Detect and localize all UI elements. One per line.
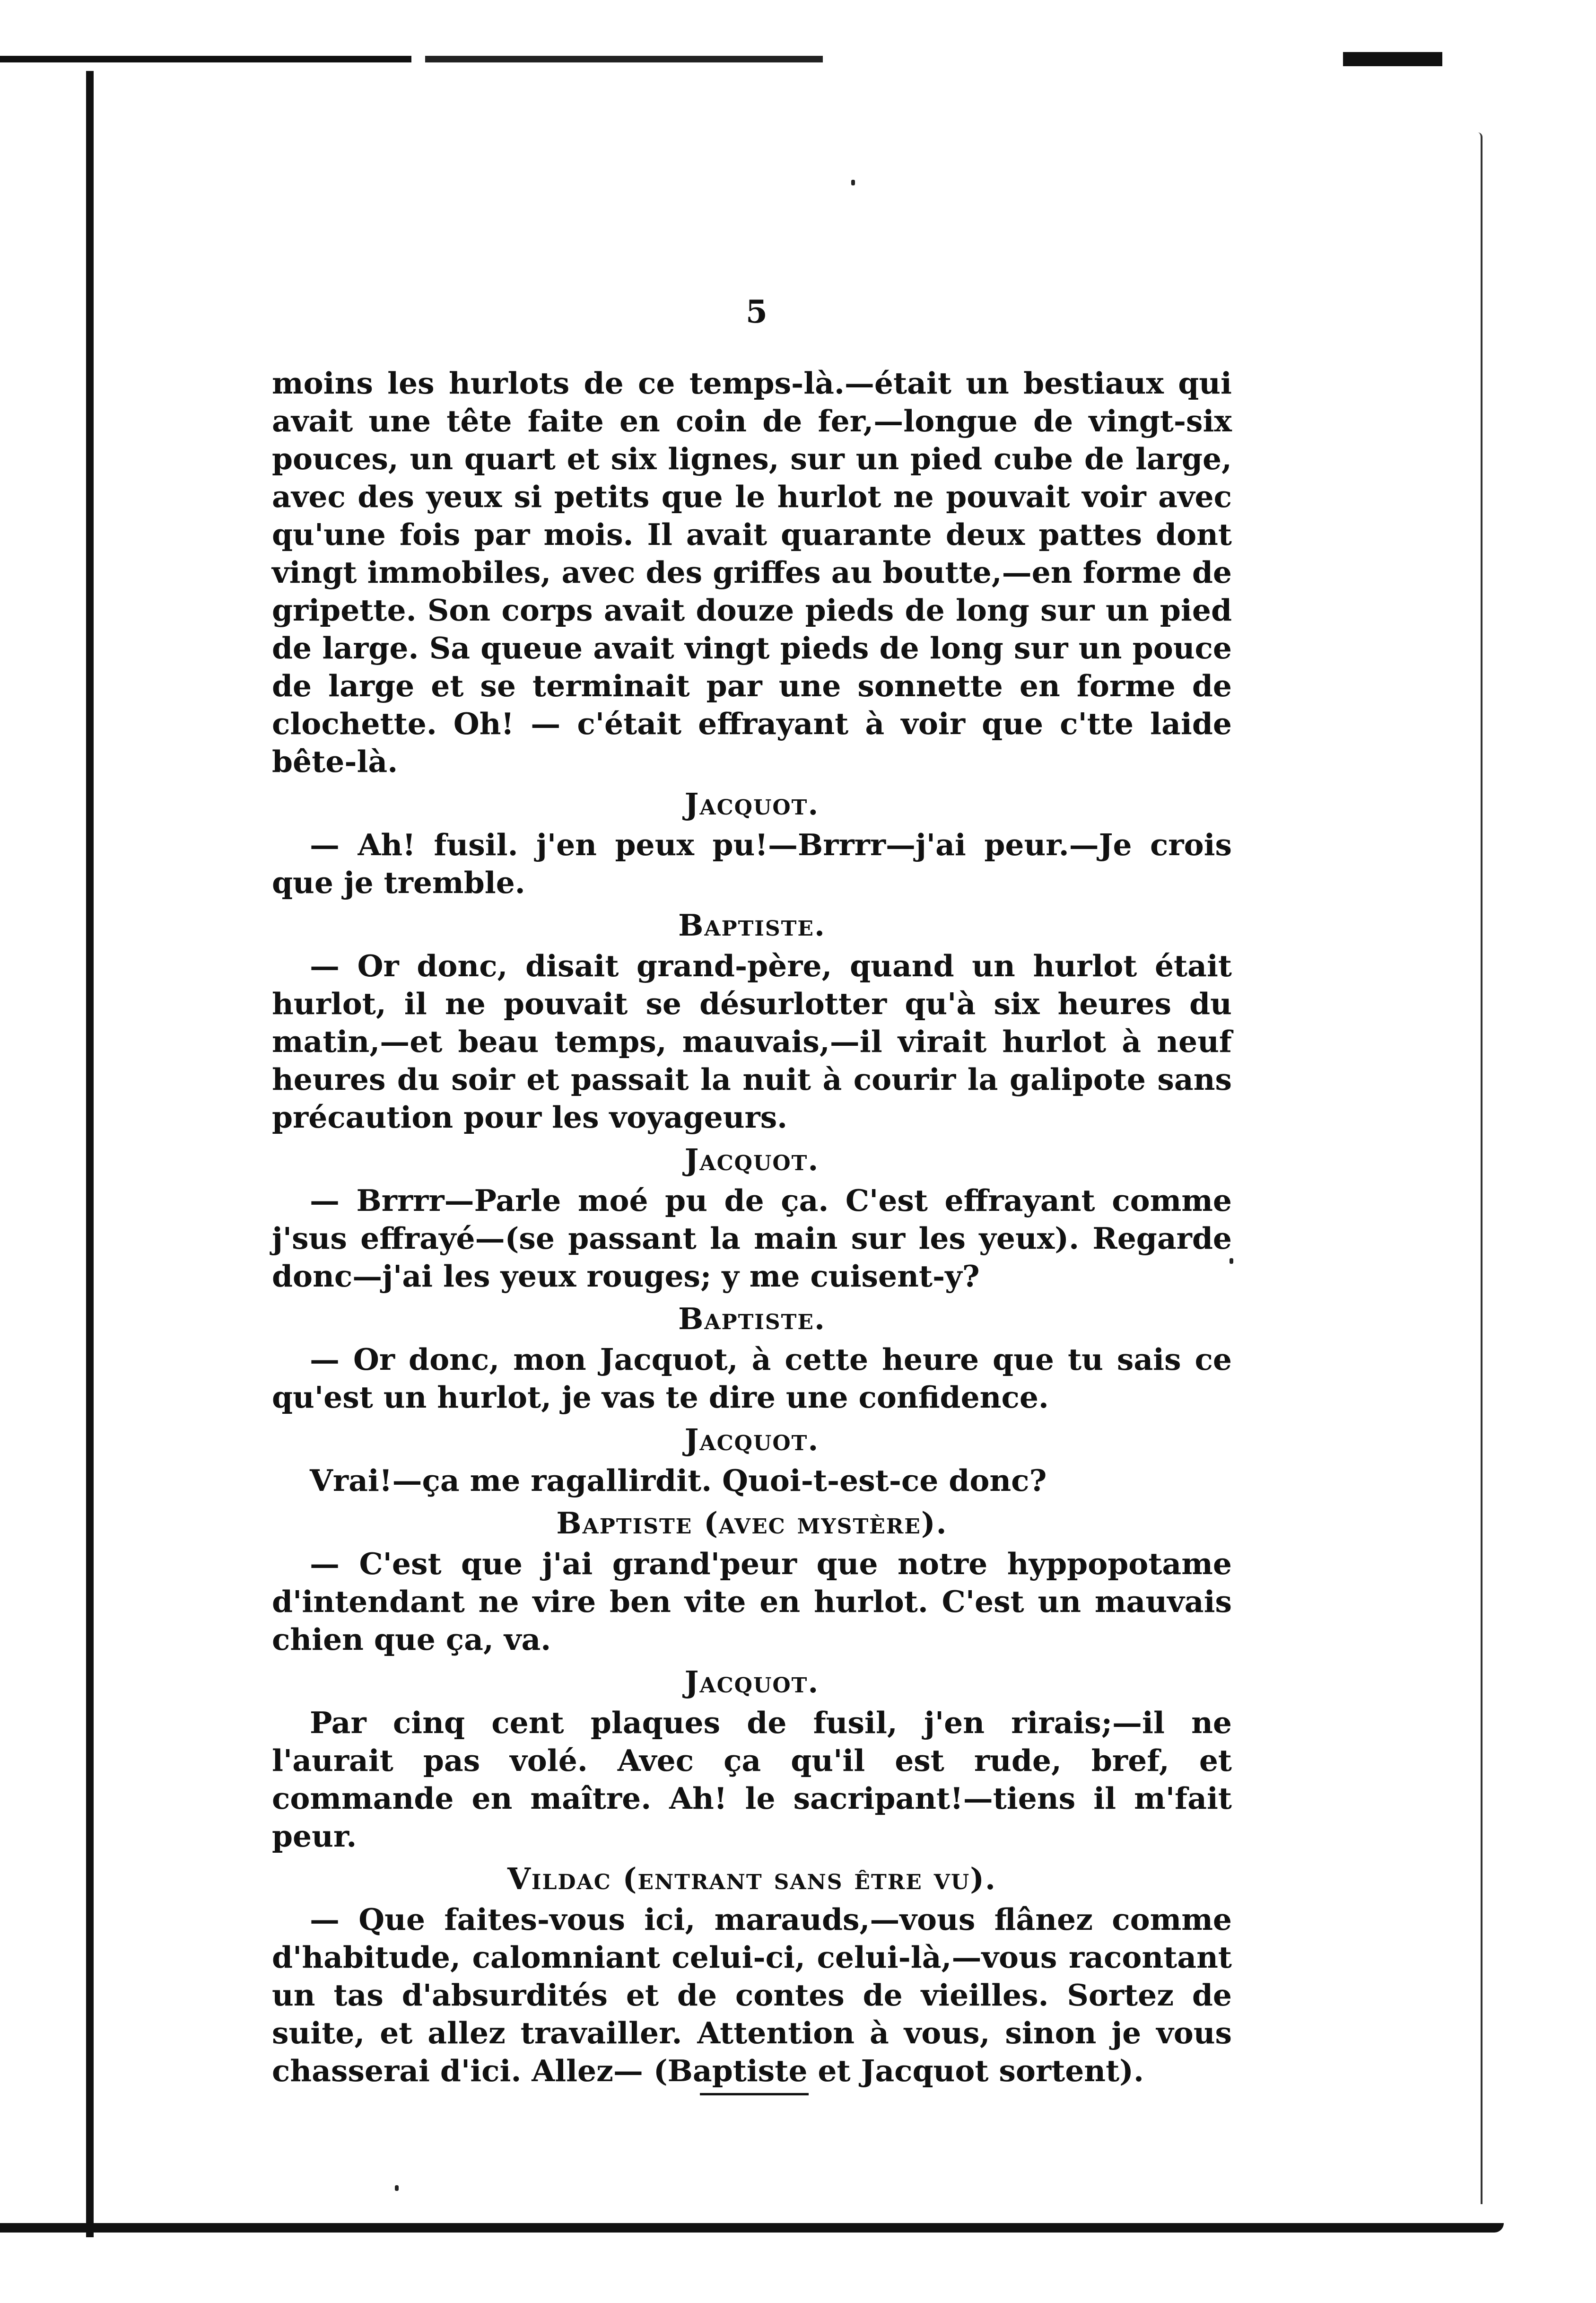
- dialogue-paragraph: — Que faites-vous ici, marauds,—vous flânez comme d'habitude, calomniant celui-ci, celui-là,—vous racontant un tas d'absurdités et de contes de vieilles. Sortez de suite, et allez travailler. Attention à vous, sinon je vous chasserai d'ici. Allez— (Baptiste et Jacquot sortent).: [272, 1902, 1232, 2088]
- dialogue-paragraph: moins les hurlots de ce temps-là.—était un bestiaux qui avait une tête faite en coin de fer,—longue de vingt-six pouces, un quart et six lignes, sur un pied cube de large, avec des yeux si petits que le hurlot ne pouvait voir avec qu'une fois par mois. Il avait quarante deux pattes dont vingt immobiles, avec des griffes au boutte,—en forme de gripette. Son corps avait douze pieds de long sur un pied de large. Sa queue avait vingt pieds de long sur un pouce de large et se terminait par une sonnette en forme de clochette. Oh! — c'était effrayant à voir que c'tte laide bête-là.: [272, 366, 1232, 779]
- speaker-name: Jacquot.: [684, 1422, 820, 1457]
- page-right-edge: [1478, 132, 1483, 2204]
- section-divider: [700, 2093, 809, 2095]
- speaker-name: Jacquot.: [684, 787, 820, 822]
- page-bottom-edge: [0, 2223, 1504, 2233]
- dialogue-paragraph: — C'est que j'ai grand'peur que notre hyppopotame d'intendant ne vire ben vite en hurlot. C'est un mauvais chien que ça, va.: [272, 1546, 1232, 1657]
- page-top-right-mark: [1343, 52, 1442, 66]
- speaker-name: Baptiste.: [678, 1301, 826, 1336]
- dialogue-paragraph: Par cinq cent plaques de fusil, j'en rirais;—il ne l'aurait pas volé. Avec ça qu'il est rude, bref, et commande en maître. Ah! le sacripant!—tiens il m'fait peur.: [272, 1705, 1232, 1854]
- dialogue-paragraph: — Or donc, mon Jacquot, à cette heure que tu sais ce qu'est un hurlot, je vas te dire une confidence.: [272, 1342, 1232, 1415]
- page-body: [272, 364, 1232, 2090]
- speaker-name: Jacquot.: [684, 1664, 820, 1699]
- speaker-name: Jacquot.: [684, 1142, 820, 1177]
- speaker-name: Baptiste.: [678, 908, 826, 943]
- ink-speck: [395, 2185, 399, 2191]
- dialogue-paragraph: — Or donc, disait grand-père, quand un hurlot était hurlot, il ne pouvait se désurlotter qu'à six heures du matin,—et beau temps, mauvais,—il virait hurlot à neuf heures du soir et passait la nuit à courir la galipote sans précaution pour les voyageurs.: [272, 948, 1232, 1135]
- page-number: 5: [746, 293, 767, 330]
- dialogue-paragraph: Vrai!—ça me ragallirdit. Quoi-t-est-ce donc?: [310, 1463, 1047, 1498]
- dialogue-paragraph: — Brrrr—Parle moé pu de ça. C'est effrayant comme j'sus effrayé—(se passant la main sur les yeux). Regarde donc—j'ai les yeux rouges; y me cuisent-y?: [272, 1183, 1232, 1294]
- speaker-name: Baptiste (avec mystère).: [556, 1506, 948, 1541]
- page-left-edge: [86, 71, 94, 2237]
- page-top-edge: [0, 56, 1371, 62]
- speaker-name: Vildac (entrant sans être vu).: [507, 1861, 996, 1896]
- ink-speck: [851, 180, 855, 185]
- dialogue-paragraph: — Ah! fusil. j'en peux pu!—Brrrr—j'ai peur.—Je crois que je tremble.: [272, 827, 1232, 900]
